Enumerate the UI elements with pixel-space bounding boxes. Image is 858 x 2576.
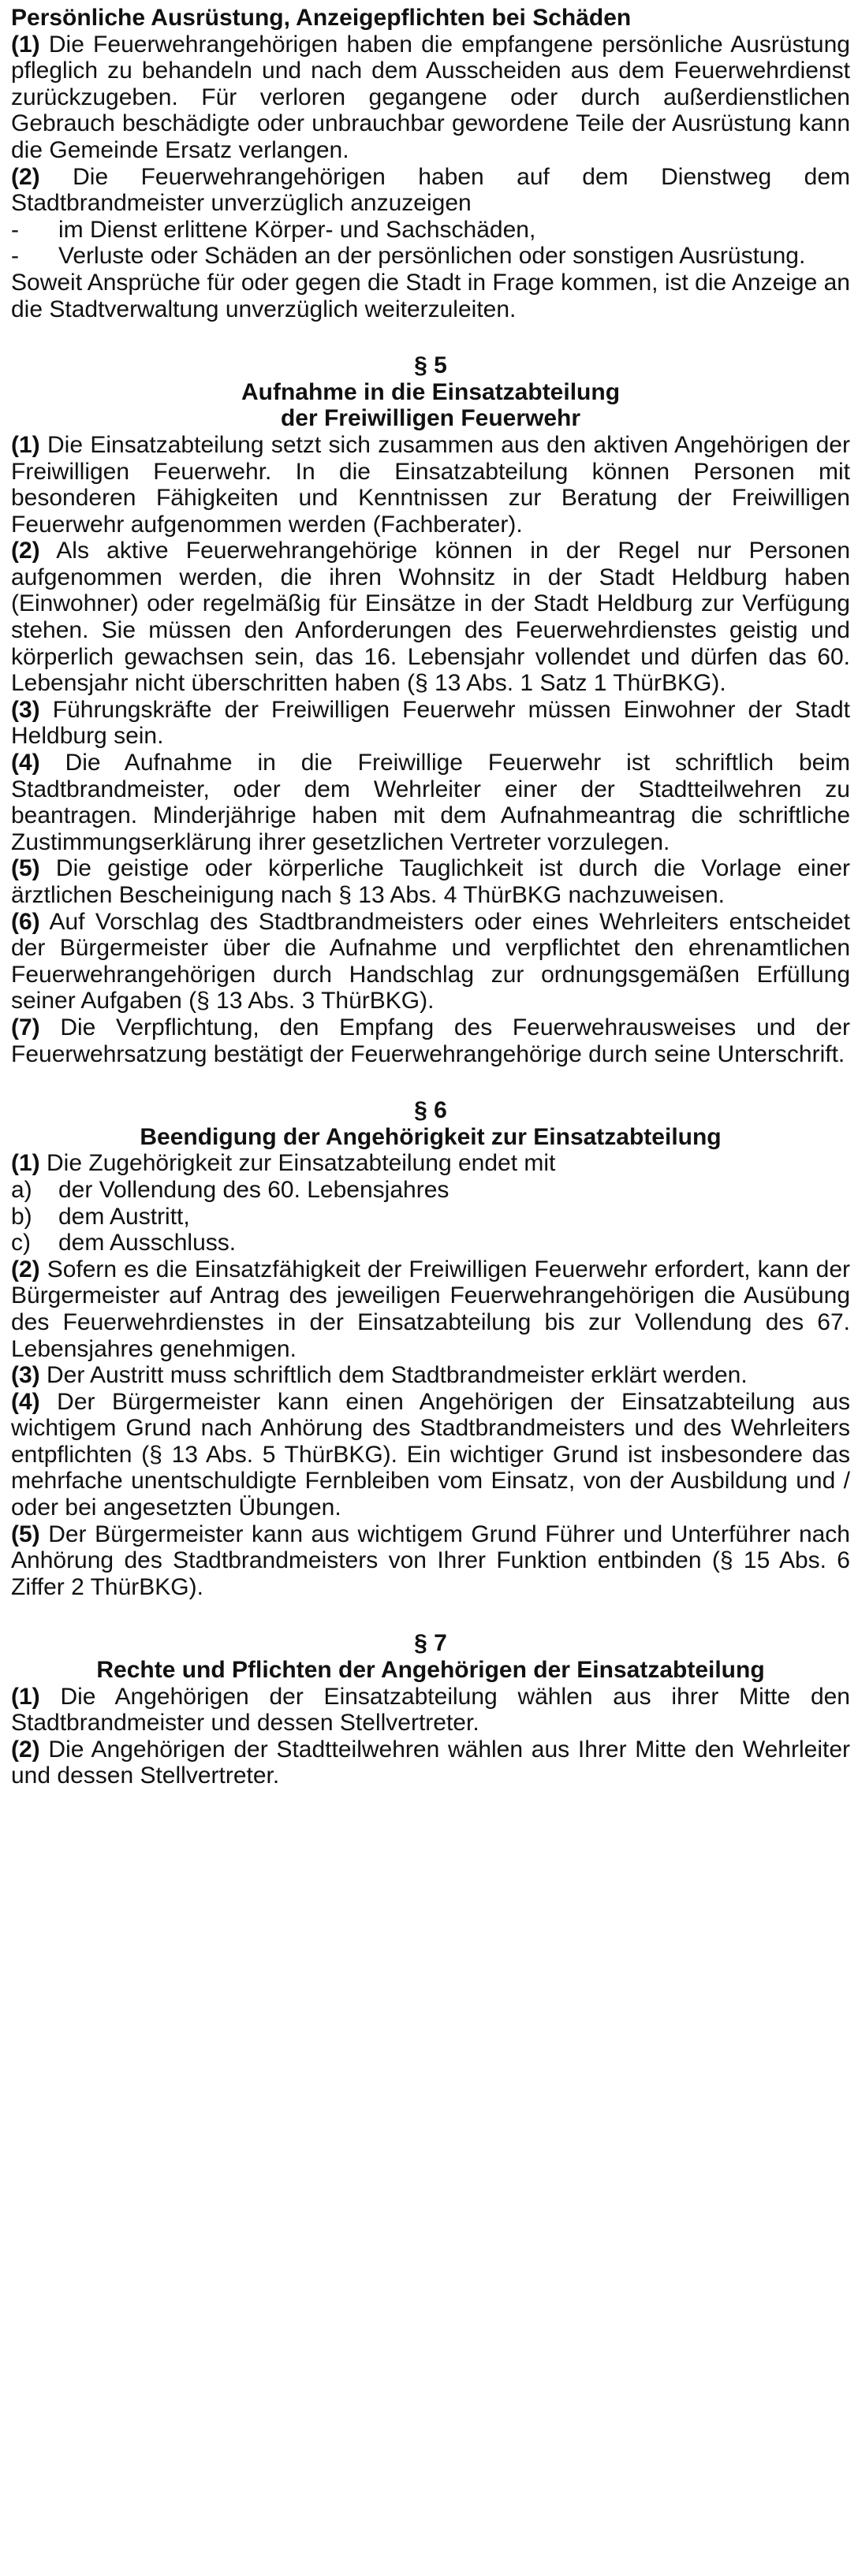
paragraph-number: (2) [11, 163, 40, 190]
paragraph-text: Die Angehörigen der Einsatzabteilung wählen aus ihrer Mitte den Stadtbrandmeister und dessen Stellvertreter. [11, 1683, 850, 1737]
paragraph-number: (1) [11, 31, 40, 58]
paragraph-text: Der Bürgermeister kann aus wichtigem Grund Führer und Unterführer nach Anhörung des Stadtbrandmeisters von Ihrer Funktion entbinden (§ 15 Abs. 6 Ziffer 2 ThürBKG). [11, 1521, 850, 1600]
paragraph-number: (3) [11, 696, 40, 723]
list-item [11, 243, 850, 270]
section-6-title: Beendigung der Angehörigkeit zur Einsatzabteilung [140, 1123, 722, 1150]
paragraph-number: (4) [11, 1388, 40, 1415]
list-item-text: Verluste oder Schäden an der persönlichen oder sonstigen Ausrüstung. [58, 243, 806, 270]
list-item-text: im Dienst erlittene Körper- und Sachschäden, [58, 216, 536, 243]
section-6-paragraph [11, 1521, 850, 1601]
list-item-text: dem Ausschluss. [58, 1230, 237, 1256]
paragraph-text: Der Bürgermeister kann einen Angehörigen der Einsatzabteilung aus wichtigem Grund nach Anhörung des Stadtbrandmeisters und des Wehrleiters entpflichten (§ 13 Abs. 5 ThürBKG). Ein wichtiger Grund ist insbesondere das mehrfache unentschuldigte Fernbleiben vom Einsatz, von der Ausbildung und / oder bei angesetzten Übungen. [11, 1388, 851, 1521]
section-5-paragraph [11, 750, 850, 855]
paragraph-number: (1) [11, 1683, 40, 1710]
section-4-paragraph-2 [11, 164, 850, 217]
section-5-title-line-1: Aufnahme in die Einsatzabteilung [241, 378, 621, 405]
section-6-paragraph [11, 1256, 850, 1362]
paragraph-text: Die Angehörigen der Stadtteilwehren wählen aus Ihrer Mitte den Wehrleiter und dessen Stellvertreter. [11, 1736, 850, 1789]
list-marker: a) [11, 1176, 32, 1203]
paragraph-text: Die Feuerwehrangehörigen haben die empfangene persönliche Ausrüstung pfleglich zu behandeln und nach dem Ausscheiden aus dem Feuerwehrdienst zurückzugeben. Für verloren gegangene oder durch außerdienstlichen Gebrauch beschädigte oder unbrauchbar gewordene Teile der Ausrüstung kann die Gemeinde Ersatz verlangen. [11, 31, 850, 163]
paragraph-number: (1) [11, 431, 40, 458]
paragraph-text: Auf Vorschlag des Stadtbrandmeisters oder eines Wehrleiters entscheidet der Bürgermeister über die Aufnahme und verpflichtet den ehrenamtlichen Feuerwehrangehörigen durch Handschlag zur ordnungsgemäßen Erfüllung seiner Aufgaben (§ 13 Abs. 3 ThürBKG). [11, 908, 850, 1014]
section-4-paragraph-1 [11, 32, 850, 164]
paragraph-text: Die Zugehörigkeit zur Einsatzabteilung endet mit [47, 1150, 556, 1177]
paragraph-text: Sofern es die Einsatzfähigkeit der Freiwilligen Feuerwehr erfordert, kann der Bürgermeister auf Antrag des jeweiligen Feuerwehrangehörigen die Ausübung des Feuerwehrdienstes in der Einsatzabteilung bis zur Vollendung des 67. Lebensjahres genehmigen. [11, 1256, 850, 1362]
paragraph-number: (2) [11, 1256, 40, 1282]
paragraph-text: Führungskräfte der Freiwilligen Feuerwehr müssen Einwohner der Stadt Heldburg sein. [11, 696, 850, 750]
paragraph-text: Die geistige oder körperliche Tauglichkeit ist durch die Vorlage einer ärztlichen Bescheinigung nach § 13 Abs. 4 ThürBKG nachzuweisen. [11, 855, 850, 908]
paragraph-text: Die Feuerwehrangehörigen haben auf dem Dienstweg dem Stadtbrandmeister unverzüglich anzuzeigen [11, 163, 850, 217]
section-5-paragraph [11, 909, 850, 1014]
paragraph-number: (6) [11, 908, 40, 935]
paragraph-number: (3) [11, 1362, 40, 1389]
list-item [11, 1177, 850, 1204]
list-item [11, 1204, 850, 1230]
section-6-paragraph [11, 1362, 850, 1389]
list-item [11, 217, 850, 244]
paragraph-number: (5) [11, 1521, 40, 1547]
paragraph-number: (2) [11, 1736, 40, 1763]
section-7-paragraph [11, 1737, 850, 1789]
list-marker: - [11, 243, 19, 270]
paragraph-text: Der Austritt muss schriftlich dem Stadtbrandmeister erklärt werden. [47, 1362, 748, 1389]
paragraph-number: (5) [11, 855, 40, 882]
list-marker: c) [11, 1230, 31, 1256]
paragraph-number: (4) [11, 750, 40, 776]
paragraph-text: Die Verpflichtung, den Empfang des Feuerwehrausweises und der Feuerwehrsatzung bestätigt der Feuerwehrangehörige durch seine Unterschrift. [11, 1014, 850, 1067]
paragraph-number: (1) [11, 1150, 40, 1177]
list-marker: - [11, 216, 19, 243]
section-5-paragraph [11, 432, 850, 538]
section-7-title: Rechte und Pflichten der Angehörigen der Einsatzabteilung [96, 1657, 765, 1684]
paragraph-text: Die Aufnahme in die Freiwillige Feuerwehr ist schriftlich beim Stadtbrandmeister, oder dem Wehrleiter einer der Stadtteilwehren zu beantragen. Minderjährige haben mit dem Aufnahmeantrag die schriftliche Zustimmungserklärung ihrer gesetzlichen Vertreter vorzulegen. [11, 750, 850, 855]
section-5-paragraph [11, 697, 850, 750]
section-4-closing: Soweit Ansprüche für oder gegen die Stadt in Frage kommen, ist die Anzeige an die Stadtverwaltung unverzüglich weiterzuleiten. [11, 269, 850, 322]
paragraph-number: (7) [11, 1014, 40, 1040]
section-6-number: § 6 [414, 1097, 447, 1124]
section-6-paragraph-1 [11, 1150, 850, 1177]
paragraph-number: (2) [11, 538, 40, 564]
section-5-paragraph [11, 538, 850, 697]
section-5-paragraph [11, 855, 850, 908]
paragraph-text: Als aktive Feuerwehrangehörige können in der Regel nur Personen aufgenommen werden, die ihren Wohnsitz in der Stadt Heldburg haben (Einwohner) oder regelmäßig für Einsätze in der Stadt Heldburg zur Verfügung stehen. Sie müssen den Anforderungen des Feuerwehrdienstes geistig und körperlich gewachsen sein, das 16. Lebensjahr vollendet und dürfen das 60. Lebensjahr nicht überschritten haben (§ 13 Abs. 1 Satz 1 ThürBKG). [11, 538, 851, 697]
paragraph-text: Die Einsatzabteilung setzt sich zusammen aus den aktiven Angehörigen der Freiwilligen Feuerwehr. In die Einsatzabteilung können Personen mit besonderen Fähigkeiten und Kenntnissen zur Beratung der Freiwilligen Feuerwehr aufgenommen werden (Fachberater). [11, 431, 850, 538]
list-item-text: dem Austritt, [58, 1203, 190, 1230]
list-marker: b) [11, 1203, 32, 1230]
list-item [11, 1230, 850, 1256]
section-5-number: § 5 [414, 352, 447, 379]
section-5-paragraph [11, 1014, 850, 1067]
section-7-paragraph [11, 1684, 850, 1737]
section-7-number: § 7 [414, 1630, 447, 1657]
section-5-title-line-2: der Freiwilligen Feuerwehr [280, 405, 581, 432]
list-item-text: der Vollendung des 60. Lebensjahres [58, 1176, 450, 1203]
section-6-paragraph [11, 1389, 850, 1521]
section-4-title: Persönliche Ausrüstung, Anzeigepflichten bei Schäden [11, 5, 632, 31]
